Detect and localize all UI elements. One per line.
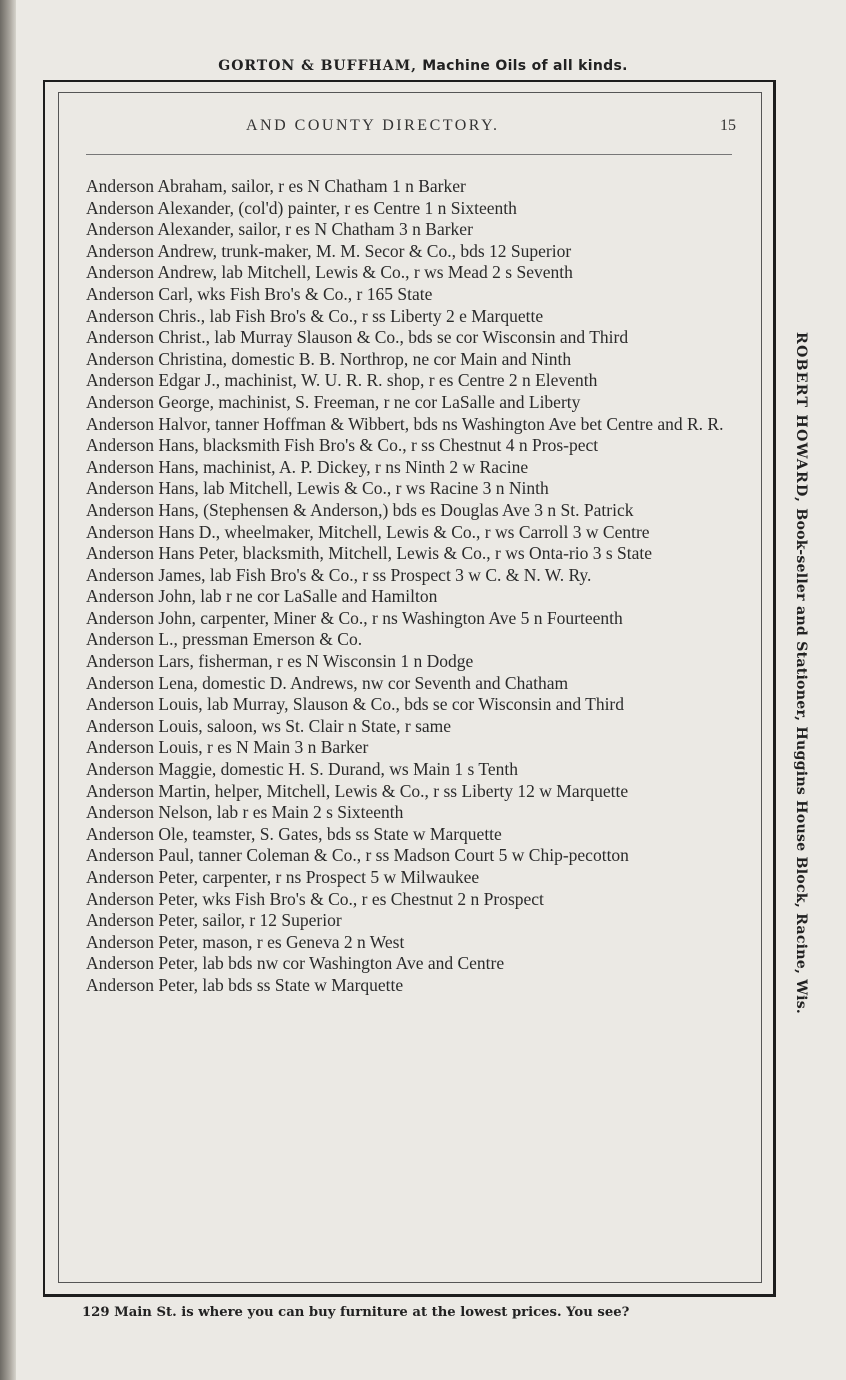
directory-entry: Anderson Hans, blacksmith Fish Bro's & Co., r ss Chestnut 4 n Pros-pect <box>86 435 599 456</box>
directory-entry: Anderson Edgar J., machinist, W. U. R. R. shop, r es Centre 2 n Eleventh <box>86 370 598 391</box>
directory-entry: Anderson Peter, carpenter, r ns Prospect 5 w Milwaukee <box>86 867 480 887</box>
directory-entry: Anderson Abraham, sailor, r es N Chatham 1 n Barker <box>86 176 466 196</box>
directory-entry: Anderson Peter, mason, r es Geneva 2 n West <box>86 931 405 952</box>
directory-entry: Anderson Hans D., wheelmaker, Mitchell, Lewis & Co., r ws Carroll 3 w Centre <box>86 521 650 542</box>
directory-entry: Anderson Peter, sailor, r 12 Superior <box>86 910 342 931</box>
directory-entry: Anderson John, carpenter, Miner & Co., r ns Washington Ave 5 n Fourteenth <box>86 607 623 628</box>
directory-entry: Anderson Nelson, lab r es Main 2 s Sixteenth <box>86 802 404 823</box>
directory-entry: Anderson Peter, lab bds nw cor Washington Ave and Centre <box>86 953 505 974</box>
directory-entry: Anderson Hans, lab Mitchell, Lewis & Co., r ws Racine 3 n Ninth <box>86 478 549 499</box>
directory-entry: Anderson Maggie, domestic H. S. Durand, ws Main 1 s Tenth <box>86 759 519 780</box>
directory-entry: Anderson Hans, machinist, A. P. Dickey, r ns Ninth 2 w Racine <box>86 456 529 477</box>
top-ad-text: Machine Oils of all kinds. <box>422 58 628 74</box>
top-advertisement <box>0 58 846 74</box>
directory-entry: Anderson Hans, (Stephensen & Anderson,) bds es Douglas Ave 3 n St. Patrick <box>86 499 634 520</box>
directory-entry: Anderson Louis, saloon, ws St. Clair n State, r same <box>86 715 452 736</box>
directory-entry: Anderson Lars, fisherman, r es N Wisconsin 1 n Dodge <box>86 651 474 672</box>
page-number: 15 <box>720 117 736 134</box>
directory-entry: Anderson Lena, domestic D. Andrews, nw cor Seventh and Chatham <box>86 672 569 693</box>
side-ad-text: Book-seller and Stationer, Huggins House Block, Racine, Wis. <box>793 508 809 1015</box>
directory-entry: Anderson Louis, lab Murray, Slauson & Co., bds se cor Wisconsin and Third <box>86 694 625 715</box>
directory-entry: Anderson Christina, domestic B. B. Northrop, ne cor Main and Ninth <box>86 348 572 369</box>
side-ad-name: ROBERT HOWARD, <box>793 332 809 504</box>
book-spine-shadow <box>0 0 16 1380</box>
directory-entry: Anderson Ole, teamster, S. Gates, bds ss State w Marquette <box>86 823 502 844</box>
directory-entries <box>86 176 736 997</box>
top-ad-firm: GORTON & BUFFHAM, <box>218 58 417 74</box>
page-title: AND COUNTY DIRECTORY. <box>246 117 500 134</box>
directory-entry: Anderson Andrew, lab Mitchell, Lewis & Co., r ws Mead 2 s Seventh <box>86 262 573 283</box>
directory-entry: Anderson Andrew, trunk-maker, M. M. Secor & Co., bds 12 Superior <box>86 240 572 261</box>
directory-entry: Anderson Hans Peter, blacksmith, Mitchell, Lewis & Co., r ws Onta-rio 3 s State <box>86 543 653 564</box>
directory-entry: Anderson Halvor, tanner Hoffman & Wibbert, bds ns Washington Ave bet Centre and R. R. <box>86 413 724 434</box>
directory-entry: Anderson Carl, wks Fish Bro's & Co., r 165 State <box>86 283 433 304</box>
bottom-advertisement: 129 Main St. is where you can buy furniture at the lowest prices. You see? <box>82 1305 630 1320</box>
directory-entry: Anderson Paul, tanner Coleman & Co., r ss Madson Court 5 w Chip-pecotton <box>86 845 629 866</box>
directory-entry: Anderson Alexander, sailor, r es N Chatham 3 n Barker <box>86 219 473 240</box>
directory-entry: Anderson L., pressman Emerson & Co. <box>86 629 363 650</box>
directory-entry: Anderson Peter, wks Fish Bro's & Co., r es Chestnut 2 n Prospect <box>86 888 544 909</box>
directory-entry: Anderson Chris., lab Fish Bro's & Co., r ss Liberty 2 e Marquette <box>86 305 544 326</box>
directory-entry: Anderson Louis, r es N Main 3 n Barker <box>86 737 369 758</box>
side-advertisement <box>793 332 809 1014</box>
directory-entry: Anderson John, lab r ne cor LaSalle and Hamilton <box>86 586 438 607</box>
directory-entry: Anderson Alexander, (col'd) painter, r es Centre 1 n Sixteenth <box>86 197 517 218</box>
directory-entry: Anderson James, lab Fish Bro's & Co., r ss Prospect 3 w C. & N. W. Ry. <box>86 564 592 585</box>
header-divider <box>86 154 732 155</box>
directory-entry: Anderson George, machinist, S. Freeman, r ne cor LaSalle and Liberty <box>86 391 581 412</box>
directory-entry: Anderson Christ., lab Murray Slauson & Co., bds se cor Wisconsin and Third <box>86 327 629 348</box>
directory-entry: Anderson Martin, helper, Mitchell, Lewis & Co., r ss Liberty 12 w Marquette <box>86 780 629 801</box>
directory-entry: Anderson Peter, lab bds ss State w Marquette <box>86 974 404 995</box>
